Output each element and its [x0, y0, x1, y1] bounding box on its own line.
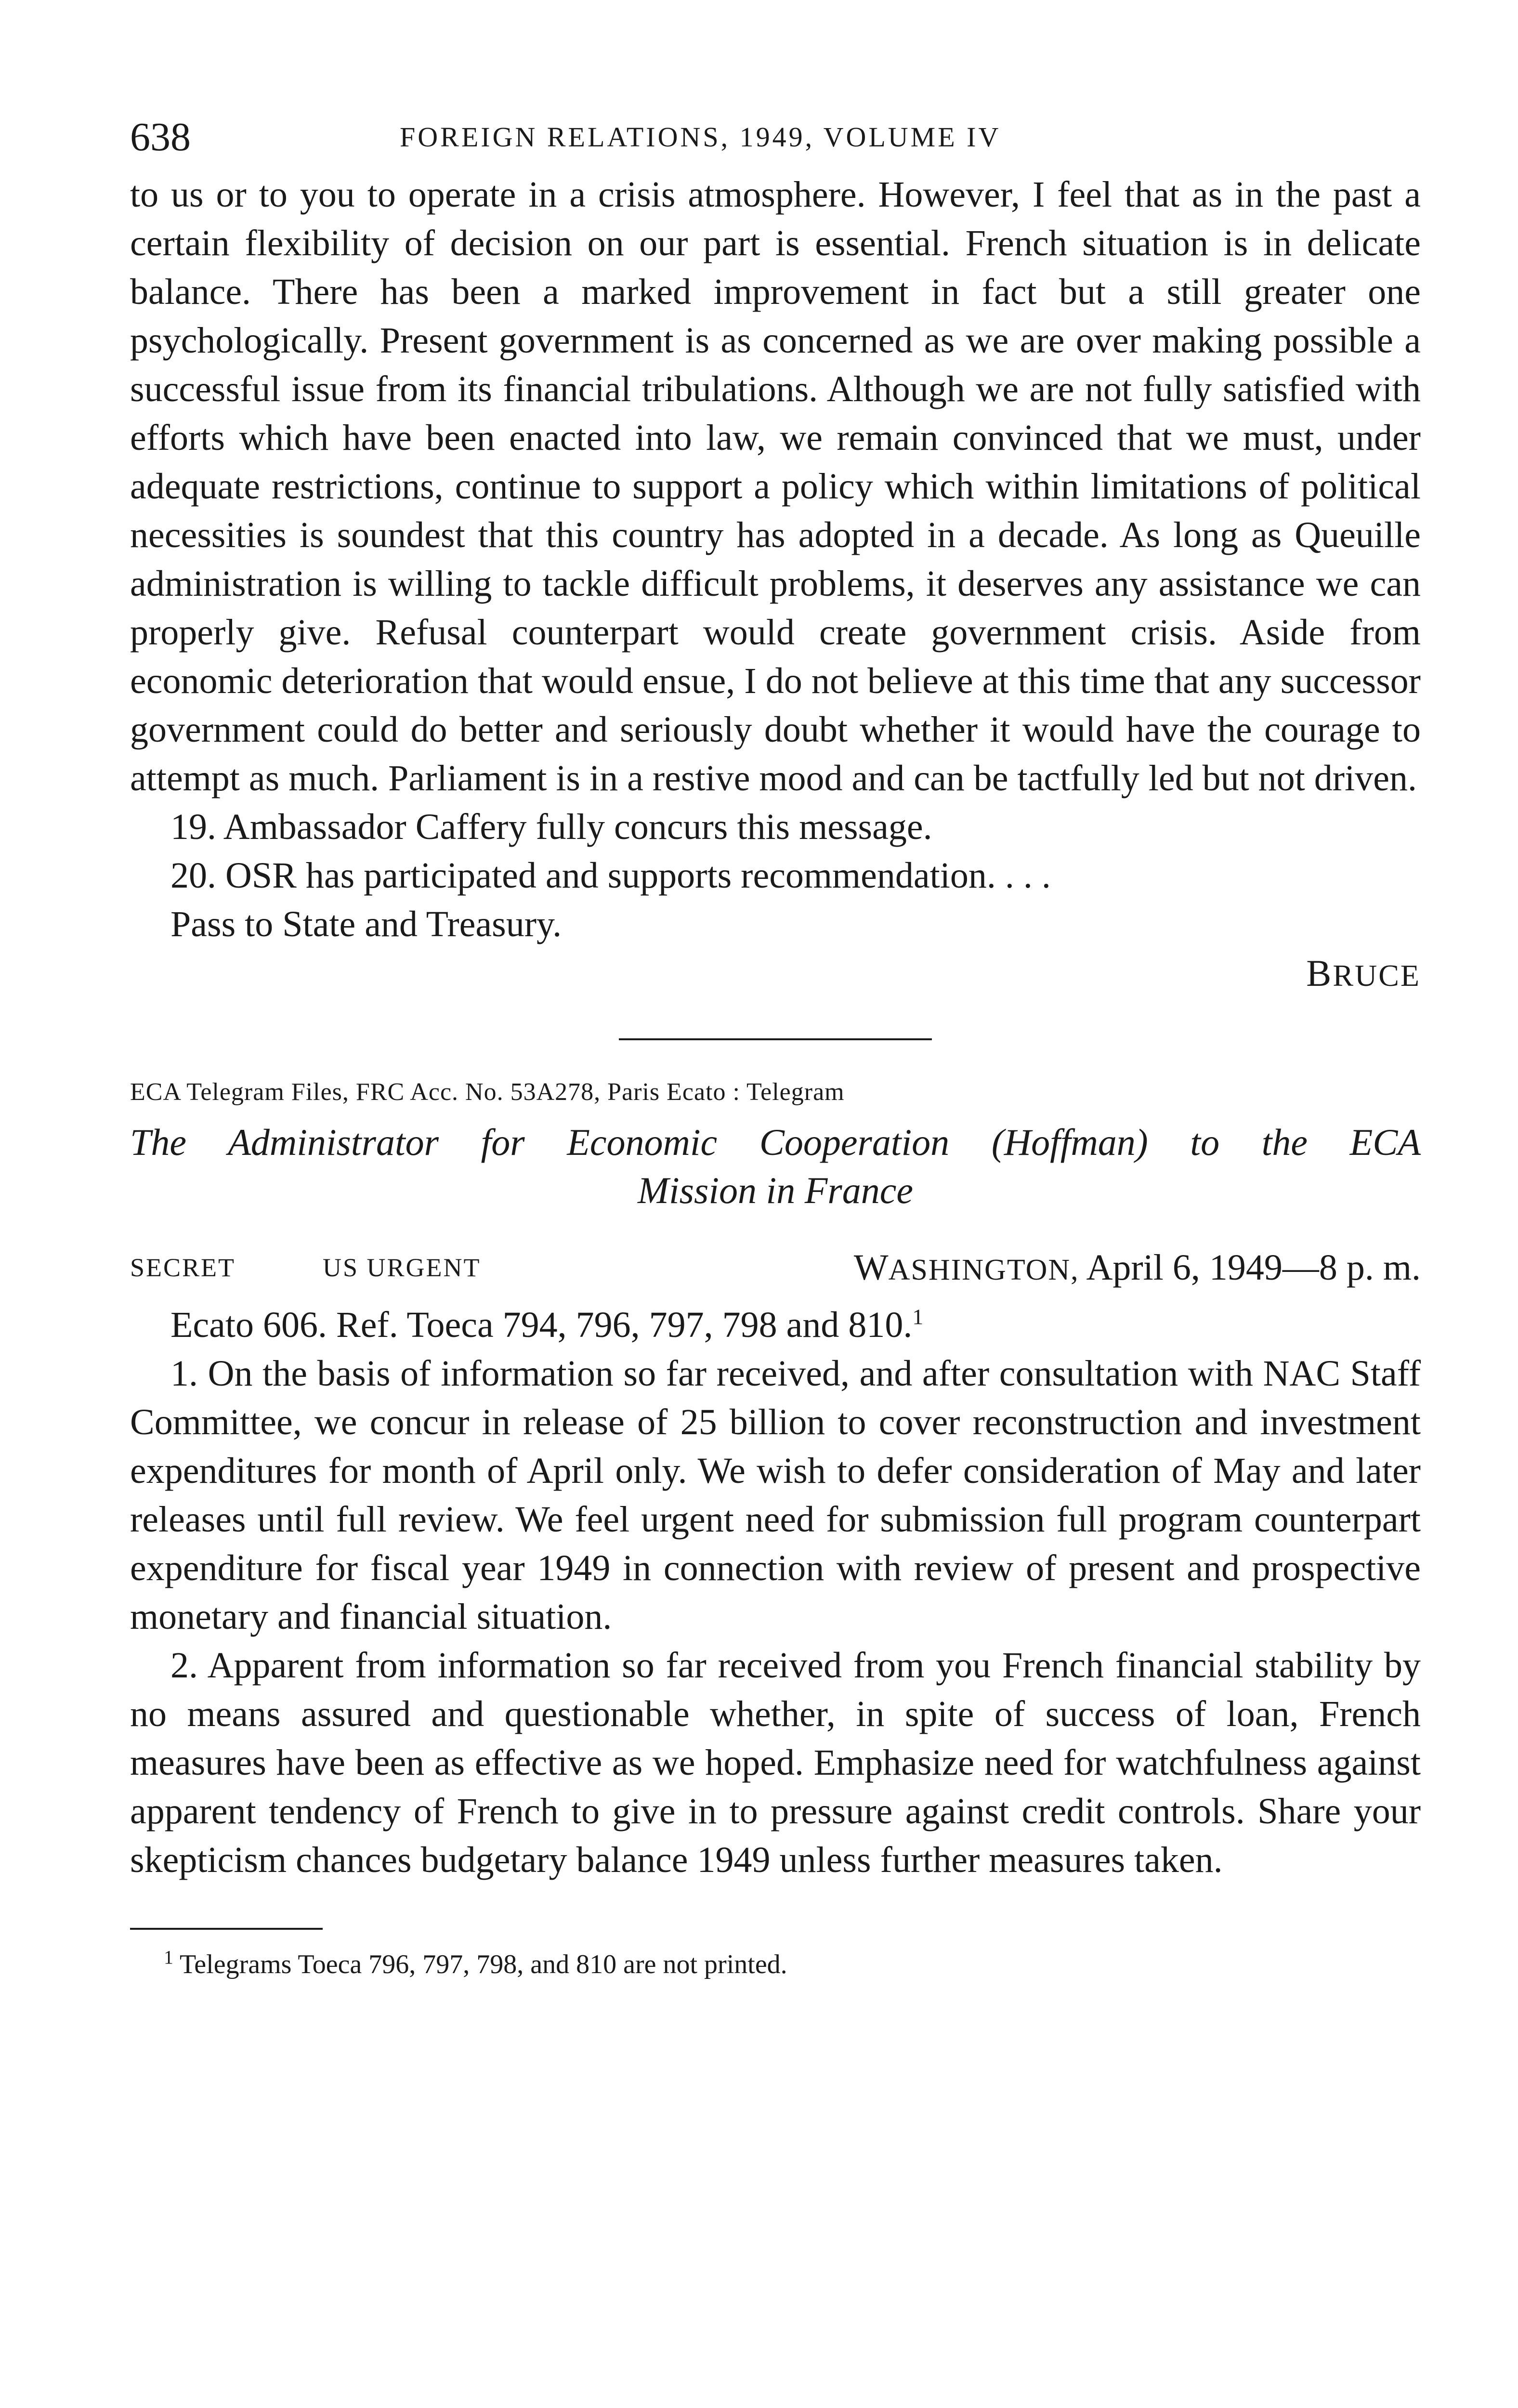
signature-initial: B — [1306, 952, 1333, 994]
source-note: ECA Telegram Files, FRC Acc. No. 53A278, Paris Ecato : Telegram — [130, 1078, 845, 1106]
paragraph-2: 2. Apparent from information so far received from you French financial stability by no means assured and questionable whether, in spite of success of loan, French measures have been as effective as we hoped. Emphasize need for watchfulness against apparent tendency of French to give in to pressure against credit controls. Share your skepticism chances budgetary balance 1949 unless further measures taken. — [130, 1645, 1421, 1880]
signature — [130, 949, 1421, 1000]
footnote — [130, 1944, 1421, 1985]
section-divider — [619, 1038, 932, 1040]
reference-footnote-mark: 1 — [912, 1304, 924, 1329]
classification-line — [130, 1243, 1421, 1292]
reference-text: Ecato 606. Ref. Toeca 794, 796, 797, 798 and 810. — [170, 1305, 913, 1345]
paragraph-1: 1. On the basis of information so far received, and after consultation with NAC Staff Committee, we concur in release of 25 billion to cover reconstruction and investment expenditures for month of April only. We wish to defer consideration of May and later releases until full review. We feel urgent need for submission full program counterpart expenditure for fiscal year 1949 in connection with review of present and prospective monetary and financial situation. — [130, 1353, 1421, 1637]
footnote-mark: 1 — [164, 1946, 173, 1968]
dateline — [854, 1243, 1421, 1295]
pass-instruction: Pass to State and Treasury. — [170, 904, 562, 944]
continuation-paragraph: to us or to you to operate in a crisis atmosphere. However, I feel that as in the past a certain flexibility of decision on our part is essential. French situation is in delicate balance. There has been a marked improvement in fact but a still greater one psychologically. Present government is as concerned as we are over making possible a successful issue from its financial tribulations. Although we are not fully satisfied with efforts which have been enacted into law, we remain convinced that we must, under adequate restrictions, continue to support a policy which within limitations of political necessities is soundest that this country has adopted in a decade. As long as Queuille administration is willing to tackle difficult problems, it deserves any assistance we can properly give. Refusal counterpart would create government crisis. Aside from economic deterioration that would ensue, I do not believe at this time that any successor government could do better and seriously doubt whether it would have the courage to attempt as much. Parliament is in a restive mood and can be tactfully led but not driven. — [130, 174, 1421, 798]
dateline-place-initial: W — [853, 1247, 889, 1288]
document-title-line-1: The Administrator for Economic Cooperation (Hoffman) to the ECA — [130, 1121, 1421, 1163]
document-title-line-2: Mission in France — [638, 1169, 913, 1211]
dateline-date: April 6, 1949—8 p. m. — [1086, 1247, 1421, 1288]
item-20: 20. OSR has participated and supports recommendation. . . . — [170, 855, 1051, 896]
classification-urgent: US URGENT — [323, 1253, 481, 1282]
classification-secret: SECRET — [130, 1253, 236, 1282]
running-head-title: FOREIGN RELATIONS, 1949, VOLUME IV — [400, 121, 1001, 153]
item-19: 19. Ambassador Caffery fully concurs this message. — [170, 807, 932, 847]
signature-rest: RUCE — [1333, 958, 1421, 993]
footnote-text: Telegrams Toeca 796, 797, 798, and 810 are not printed. — [180, 1950, 787, 1979]
reference-line — [130, 1301, 1421, 1349]
page-number: 638 — [130, 115, 191, 159]
telegram-document — [130, 1072, 1421, 1885]
dateline-place-rest: ASHINGTON, — [888, 1254, 1079, 1286]
running-head — [130, 111, 1421, 164]
document-title — [130, 1118, 1421, 1215]
document-page — [130, 111, 1421, 1985]
continued-telegram — [130, 170, 1421, 1000]
footnote-rule — [130, 1928, 323, 1930]
